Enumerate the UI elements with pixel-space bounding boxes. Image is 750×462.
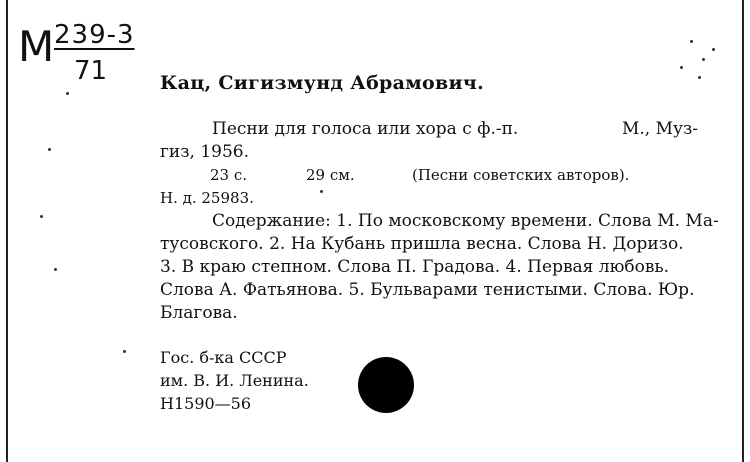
margin-line-right <box>742 0 744 462</box>
dust-speck <box>690 40 693 43</box>
call-number <box>14 16 164 96</box>
dust-speck <box>702 58 705 61</box>
contents-line: 3. В краю степном. Слова П. Градова. 4. Первая любовь. <box>160 257 670 277</box>
library-stamp <box>160 346 309 415</box>
title-text: Песни для голоса или хора с ф.-п. <box>212 119 519 139</box>
call-number-letter: М <box>18 22 55 71</box>
library-line-2: им. В. И. Ленина. <box>160 371 309 390</box>
dust-speck <box>680 66 683 69</box>
dust-speck <box>66 92 69 95</box>
contents-line: Содержание: 1. По московскому времени. Слова М. Ма- <box>212 211 719 231</box>
dust-speck <box>48 148 51 151</box>
margin-line-left <box>6 0 8 462</box>
dust-speck <box>698 76 701 79</box>
call-number-bottom: 71 <box>74 56 108 86</box>
dust-speck <box>123 350 126 353</box>
library-line-3: Н1590—56 <box>160 394 252 413</box>
bibliographic-entry <box>160 118 720 325</box>
dust-speck <box>54 268 57 271</box>
physical-description <box>160 164 720 187</box>
plate-number: Н. д. 25983. <box>160 189 254 207</box>
contents-line: тусовского. 2. На Кубань пришла весна. Слова Н. Доризо. <box>160 234 684 254</box>
dust-speck <box>40 215 43 218</box>
dust-speck <box>320 190 323 193</box>
call-number-top: 239-3 <box>54 20 135 50</box>
library-line-1: Гос. б-ка СССР <box>160 348 287 367</box>
title-line-2: гиз, 1956. <box>160 142 249 162</box>
imprint-start: М., Муз- <box>622 119 699 139</box>
size: 29 см. <box>306 166 355 184</box>
series: (Песни советских авторов). <box>412 166 630 184</box>
dust-speck <box>712 48 715 51</box>
punch-hole <box>358 357 414 413</box>
title-line-1 <box>160 118 720 141</box>
contents-line: Благова. <box>160 303 238 323</box>
author-heading: Кац, Сигизмунд Абрамович. <box>160 72 485 94</box>
page-count: 23 с. <box>210 166 248 184</box>
contents-line: Слова А. Фатьянова. 5. Бульварами тенистыми. Слова. Юр. <box>160 280 695 300</box>
